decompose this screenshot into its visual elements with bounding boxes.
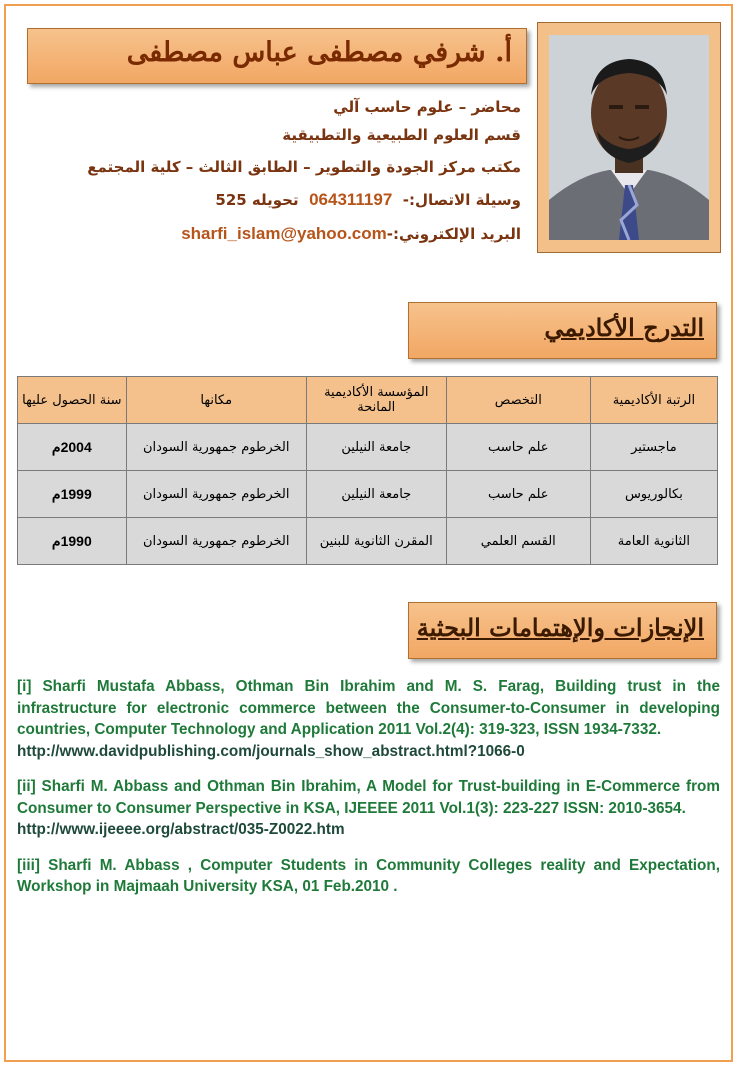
extension: تحويله 525 — [215, 191, 299, 209]
cell-specialty: علم حاسب — [446, 471, 590, 518]
publication-link[interactable]: http://www.davidpublishing.com/journals_show_abstract.html?1066-0 — [17, 742, 525, 760]
email-address[interactable]: sharfi_islam@yahoo.com — [181, 224, 387, 243]
col-location: مكانها — [126, 377, 306, 424]
profile-photo-frame — [537, 22, 721, 253]
table-row — [18, 518, 718, 565]
col-specialty: التخصص — [446, 377, 590, 424]
academic-heading: التدرج الأكاديمي — [544, 313, 704, 342]
name-banner — [27, 28, 527, 84]
cell-institution: جامعة النيلين — [306, 424, 446, 471]
cell-institution: المقرن الثانوية للبنين — [306, 518, 446, 565]
cell-location: الخرطوم جمهورية السودان — [126, 471, 306, 518]
cell-rank: الثانوية العامة — [590, 518, 717, 565]
cell-location: الخرطوم جمهورية السودان — [126, 518, 306, 565]
cell-location: الخرطوم جمهورية السودان — [126, 424, 306, 471]
email-line — [91, 224, 521, 244]
publication-citation: [i] Sharfi Mustafa Abbass, Othman Bin Ibrahim and M. S. Farag, Building trust in the infrastructure for electronic commerce between the Consumer-to-Consumer in developing countries, Computer Technology and Application 2011 Vol.2(4): 319-323, ISSN 1934-7332. — [17, 678, 720, 738]
publications-list — [17, 676, 720, 912]
cell-specialty: علم حاسب — [446, 424, 590, 471]
col-rank: الرتبة الأكاديمية — [590, 377, 717, 424]
cell-year: 2004م — [18, 424, 127, 471]
person-name: أ. شرفي مصطفى عباس مصطفى — [126, 37, 512, 68]
col-year: سنة الحصول عليها — [18, 377, 127, 424]
publication-citation: [ii] Sharfi M. Abbass and Othman Bin Ibrahim, A Model for Trust-building in E-Commerce from Consumer to Consumer Perspective in KSA, IJEEEE 2011 Vol.1(3): 223-227 ISSN: 2010-3654. — [17, 778, 720, 817]
profile-photo — [549, 35, 709, 240]
job-title: محاضر – علوم حاسب آلي — [333, 98, 521, 116]
email-label: البريد الإلكتروني:- — [386, 225, 521, 243]
publication-link[interactable]: http://www.ijeeee.org/abstract/035-Z0022.htm — [17, 821, 345, 838]
degrees-table — [17, 376, 718, 565]
table-header-row — [18, 377, 718, 424]
contact-label: وسيلة الاتصال:- — [402, 191, 521, 209]
research-heading-box — [408, 602, 717, 659]
office-location: مكتب مركز الجودة والتطوير – الطابق الثالث – كلية المجتمع — [87, 158, 521, 176]
cell-year: 1999م — [18, 471, 127, 518]
cell-rank: ماجستير — [590, 424, 717, 471]
cell-specialty: القسم العلمي — [446, 518, 590, 565]
publication-item — [17, 776, 720, 841]
table-row — [18, 424, 718, 471]
department: قسم العلوم الطبيعية والتطبيقية — [282, 126, 521, 144]
cell-rank: بكالوريوس — [590, 471, 717, 518]
publication-item — [17, 676, 720, 762]
col-institution: المؤسسة الأكاديمية المانحة — [306, 377, 446, 424]
publication-citation: [iii] Sharfi M. Abbass , Computer Students in Community Colleges reality and Expectation, Workshop in Majmaah University KSA, 01 Feb.2010 . — [17, 856, 720, 895]
cell-year: 1990م — [18, 518, 127, 565]
research-heading: الإنجازات والإهتمامات البحثية — [416, 613, 704, 642]
cell-institution: جامعة النيلين — [306, 471, 446, 518]
table-row — [18, 471, 718, 518]
contact-line — [91, 190, 521, 210]
academic-heading-box — [408, 302, 717, 359]
phone-number: 064311197 — [309, 190, 393, 209]
publication-item — [17, 855, 720, 898]
